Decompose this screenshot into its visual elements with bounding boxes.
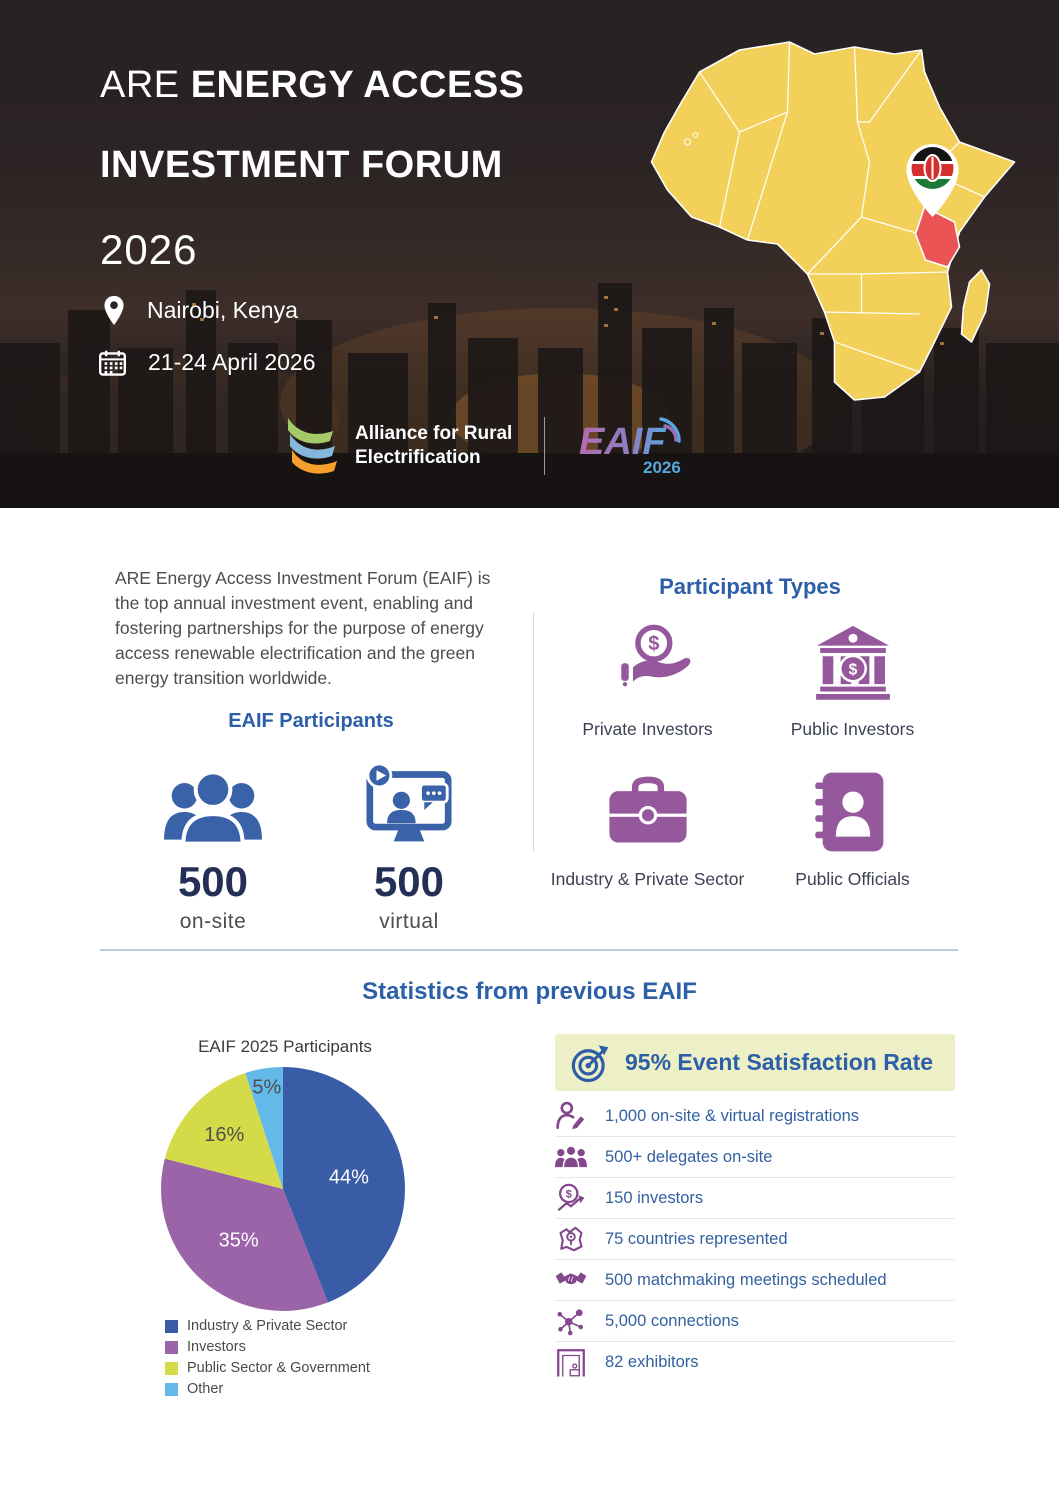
legend-item: Industry & Private Sector (165, 1318, 370, 1334)
eaif-participants-heading: EAIF Participants (228, 710, 394, 732)
legend-swatch (165, 1341, 178, 1354)
svg-text:2026: 2026 (643, 458, 682, 477)
column-divider (533, 612, 534, 852)
location-pin-icon (103, 295, 125, 326)
participant-types-grid (545, 616, 955, 891)
onsite-figure (133, 758, 293, 934)
target-icon (569, 1042, 611, 1084)
virtual-meeting-icon (361, 764, 457, 850)
stat-row-investors: $ 150 investors (555, 1178, 955, 1219)
contact-book-icon (750, 766, 955, 858)
bank-icon (750, 616, 955, 708)
pie-chart-title: EAIF 2025 Participants (198, 1037, 372, 1056)
dates-text: 21-24 April 2026 (148, 349, 316, 375)
location-row (103, 295, 298, 326)
participant-types-heading: Participant Types (659, 574, 841, 599)
onsite-count: 500 (177, 858, 249, 905)
title-line2: INVESTMENT FORUM (100, 144, 503, 186)
svg-text:35%: 35% (218, 1229, 259, 1252)
stat-row-exhibitors: 82 exhibitors (555, 1342, 955, 1383)
legend-swatch (165, 1383, 178, 1396)
virtual-label: virtual (379, 910, 439, 933)
calendar-icon (99, 350, 126, 376)
pie-legend (165, 1318, 370, 1402)
participant-type-industry: Industry & Private Sector (545, 766, 750, 892)
investors-icon (555, 1183, 587, 1213)
network-icon (555, 1306, 587, 1336)
participant-type-public-investors: $ Public Investors (750, 616, 955, 742)
svg-text:5%: 5% (252, 1076, 282, 1099)
participant-type-private-investors: $ Private Investors (545, 616, 750, 742)
svg-text:44%: 44% (328, 1166, 369, 1189)
satisfaction-text: 95% Event Satisfaction Rate (625, 1049, 934, 1075)
participants-figures (115, 758, 507, 934)
stat-row-countries: 75 countries represented (555, 1219, 955, 1260)
exhibition-booth-icon (555, 1348, 587, 1378)
title-line1: ENERGY ACCESS (190, 64, 525, 106)
legend-item: Public Sector & Government (165, 1360, 370, 1376)
delegates-icon (555, 1144, 587, 1170)
event-year: 2026 (100, 226, 198, 273)
svg-text:$: $ (565, 1188, 572, 1201)
participants-pie-chart (158, 1064, 408, 1314)
are-logo-name: Alliance for Rural Electrification (355, 423, 513, 468)
registration-icon (555, 1101, 587, 1131)
satisfaction-banner (555, 1034, 955, 1091)
header (0, 0, 1059, 508)
date-row (99, 349, 316, 376)
virtual-count: 500 (373, 858, 445, 905)
legend-swatch (165, 1320, 178, 1333)
people-group-icon (162, 768, 264, 850)
legend-item: Investors (165, 1339, 370, 1355)
stat-row-delegates: 500+ delegates on-site (555, 1137, 955, 1178)
statistics-heading: Statistics from previous EAIF (362, 978, 697, 1005)
section-divider (100, 949, 958, 951)
intro-paragraph: ARE Energy Access Investment Forum (EAIF) is the top annual investment event, enabling and fostering partnerships for the purpose of energy access renewable electrification and the green energy transition worldwide. (115, 568, 491, 689)
hand-coin-icon (545, 616, 750, 708)
svg-text:$: $ (647, 632, 659, 655)
eaif-2026-logo (577, 414, 689, 478)
virtual-figure (329, 758, 489, 934)
title-prefix: ARE (100, 64, 180, 106)
svg-text:EAIF: EAIF (579, 421, 666, 463)
countries-icon (555, 1224, 587, 1254)
handshake-icon (555, 1268, 587, 1292)
briefcase-icon (545, 766, 750, 858)
logos-row (283, 414, 689, 478)
location-text: Nairobi, Kenya (147, 297, 298, 323)
logo-divider (544, 417, 545, 475)
stat-row-registrations: 1,000 on-site & virtual registrations (555, 1096, 955, 1137)
legend-item: Other (165, 1381, 370, 1397)
svg-text:$: $ (848, 661, 857, 679)
stat-row-connections: 5,000 connections (555, 1301, 955, 1342)
onsite-label: on-site (179, 910, 247, 933)
svg-text:16%: 16% (204, 1123, 245, 1146)
stat-row-matchmaking: 500 matchmaking meetings scheduled (555, 1260, 955, 1301)
event-title (100, 66, 525, 274)
participant-type-public-officials: Public Officials (750, 766, 955, 892)
are-logo-icon (283, 416, 339, 476)
legend-swatch (165, 1362, 178, 1375)
statistics-list (555, 1096, 955, 1383)
